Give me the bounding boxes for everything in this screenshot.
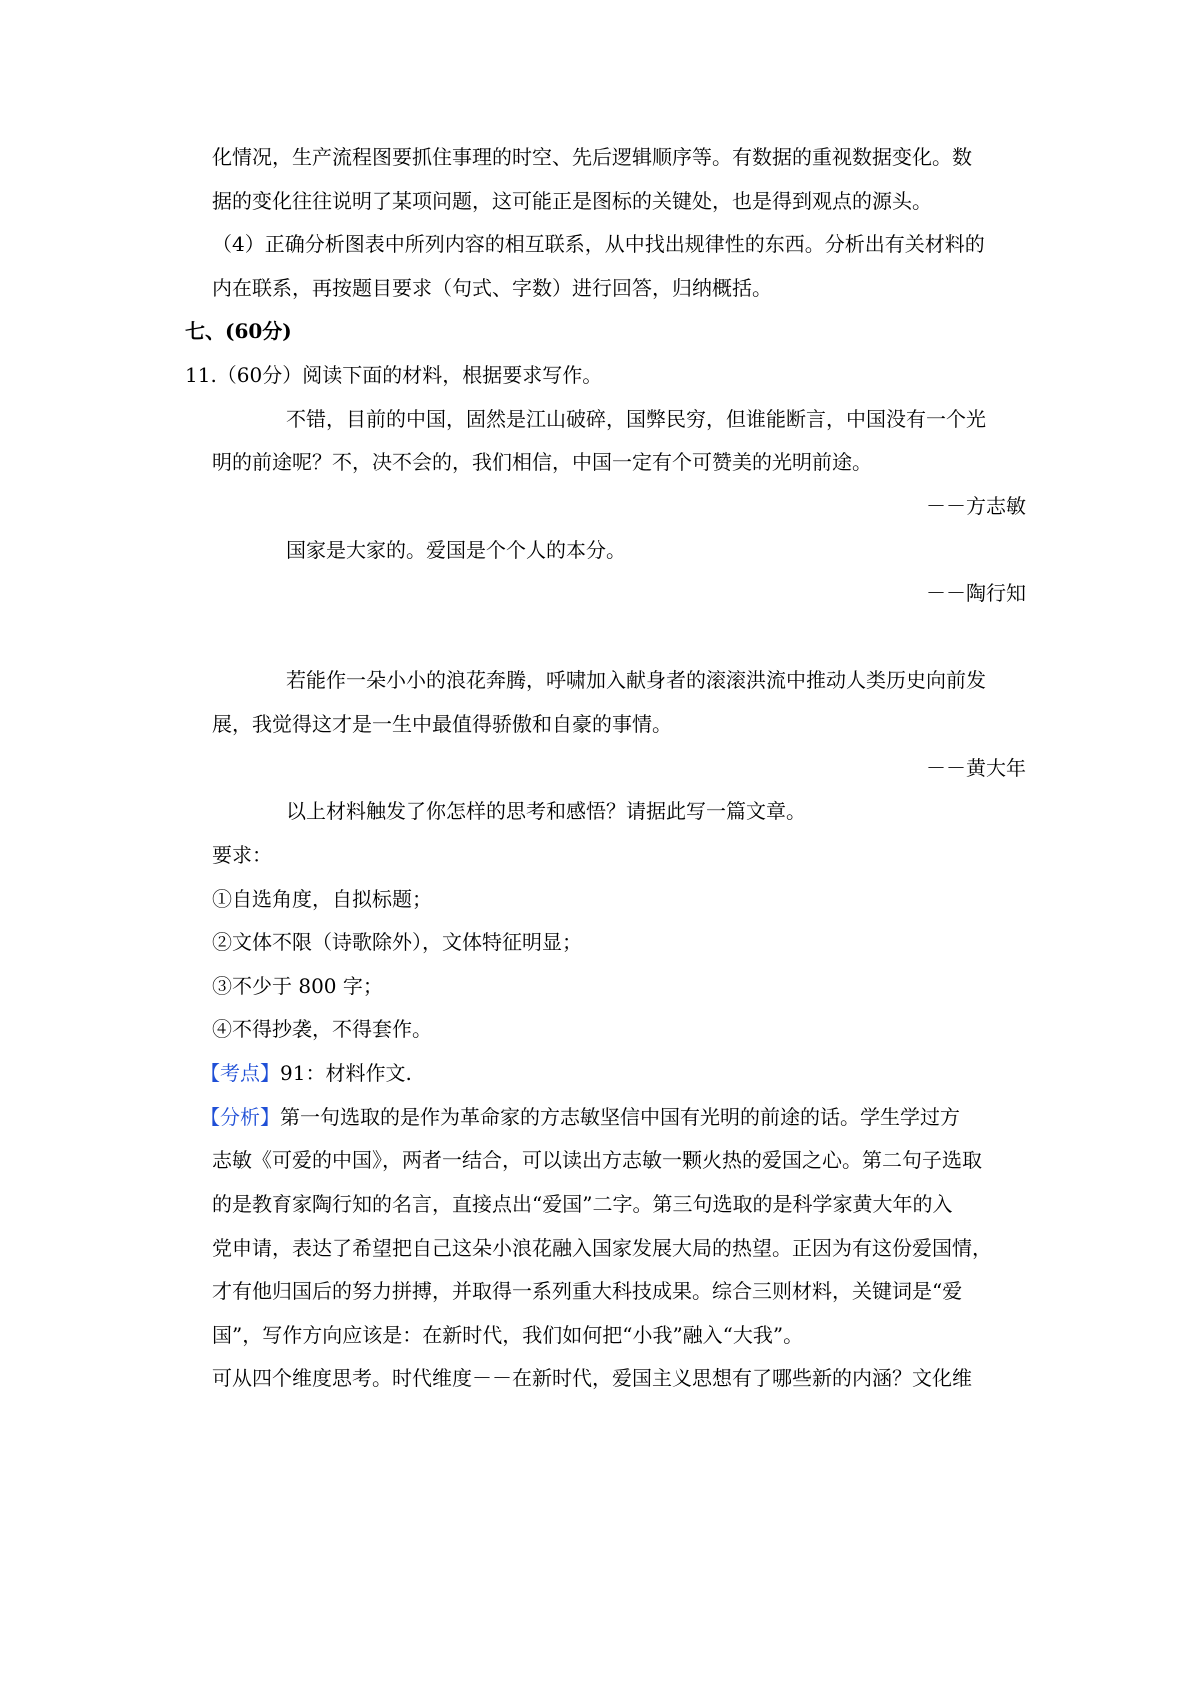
requirement-item: ④不得抄袭，不得套作。 xyxy=(212,1017,432,1041)
requirement-item: ②文体不限（诗歌除外），文体特征明显； xyxy=(212,930,582,954)
requirements-label: 要求： xyxy=(212,843,272,867)
quote-line: 国家是大家的。爱国是个个人的本分。 xyxy=(286,538,626,562)
section-heading: 七、(60分) xyxy=(185,319,292,343)
analysis-line: 可从四个维度思考。时代维度－－在新时代，爱国主义思想有了哪些新的内涵？文化维 xyxy=(212,1366,972,1390)
quote-author: －－黄大年 xyxy=(926,756,1026,780)
requirement-item: ③不少于 800 字； xyxy=(212,974,383,998)
analysis-line: 国”，写作方向应该是：在新时代，我们如何把“小我”融入“大我”。 xyxy=(212,1323,804,1347)
requirement-item: ①自选角度，自拟标题； xyxy=(212,887,432,911)
analysis-line: 志敏《可爱的中国》，两者一结合，可以读出方志敏一颗火热的爱国之心。第二句子选取 xyxy=(212,1148,982,1172)
paragraph-line: （4）正确分析图表中所列内容的相互联系，从中找出规律性的东西。分析出有关材料的 xyxy=(212,232,985,256)
kaodian-tag: 【考点】 xyxy=(200,1061,280,1085)
fenxi-line xyxy=(200,1103,960,1131)
analysis-line: 党申请，表达了希望把自己这朵小浪花融入国家发展大局的热望。正因为有这份爱国情， xyxy=(212,1236,992,1260)
question-stem: 11.（60分）阅读下面的材料，根据要求写作。 xyxy=(185,363,603,387)
writing-prompt: 以上材料触发了你怎样的思考和感悟？请据此写一篇文章。 xyxy=(286,799,806,823)
kaodian-text: 91：材料作文. xyxy=(280,1061,412,1085)
quote-author: －－陶行知 xyxy=(926,581,1026,605)
analysis-line: 才有他归国后的努力拼搏，并取得一系列重大科技成果。综合三则材料，关键词是“爱 xyxy=(212,1279,963,1303)
paragraph-line: 内在联系，再按题目要求（句式、字数）进行回答，归纳概括。 xyxy=(212,276,772,300)
quote-line: 展，我觉得这才是一生中最值得骄傲和自豪的事情。 xyxy=(212,712,672,736)
quote-line: 不错，目前的中国，固然是江山破碎，国弊民穷，但谁能断言，中国没有一个光 xyxy=(286,407,986,431)
analysis-line: 的是教育家陶行知的名言，直接点出“爱国”二字。第三句选取的是科学家黄大年的入 xyxy=(212,1192,953,1216)
fenxi-text: 第一句选取的是作为革命家的方志敏坚信中国有光明的前途的话。学生学过方 xyxy=(280,1105,960,1129)
quote-line: 若能作一朵小小的浪花奔腾，呼啸加入献身者的滚滚洪流中推动人类历史向前发 xyxy=(286,668,986,692)
fenxi-tag: 【分析】 xyxy=(200,1105,280,1129)
quote-line: 明的前途呢？不，决不会的，我们相信，中国一定有个可赞美的光明前途。 xyxy=(212,450,872,474)
quote-author: －－方志敏 xyxy=(926,494,1026,518)
paragraph-line: 化情况，生产流程图要抓住事理的时空、先后逻辑顺序等。有数据的重视数据变化。数 xyxy=(212,145,972,169)
paragraph-line: 据的变化往往说明了某项问题，这可能正是图标的关键处，也是得到观点的源头。 xyxy=(212,189,932,213)
kaodian-line xyxy=(200,1059,412,1087)
